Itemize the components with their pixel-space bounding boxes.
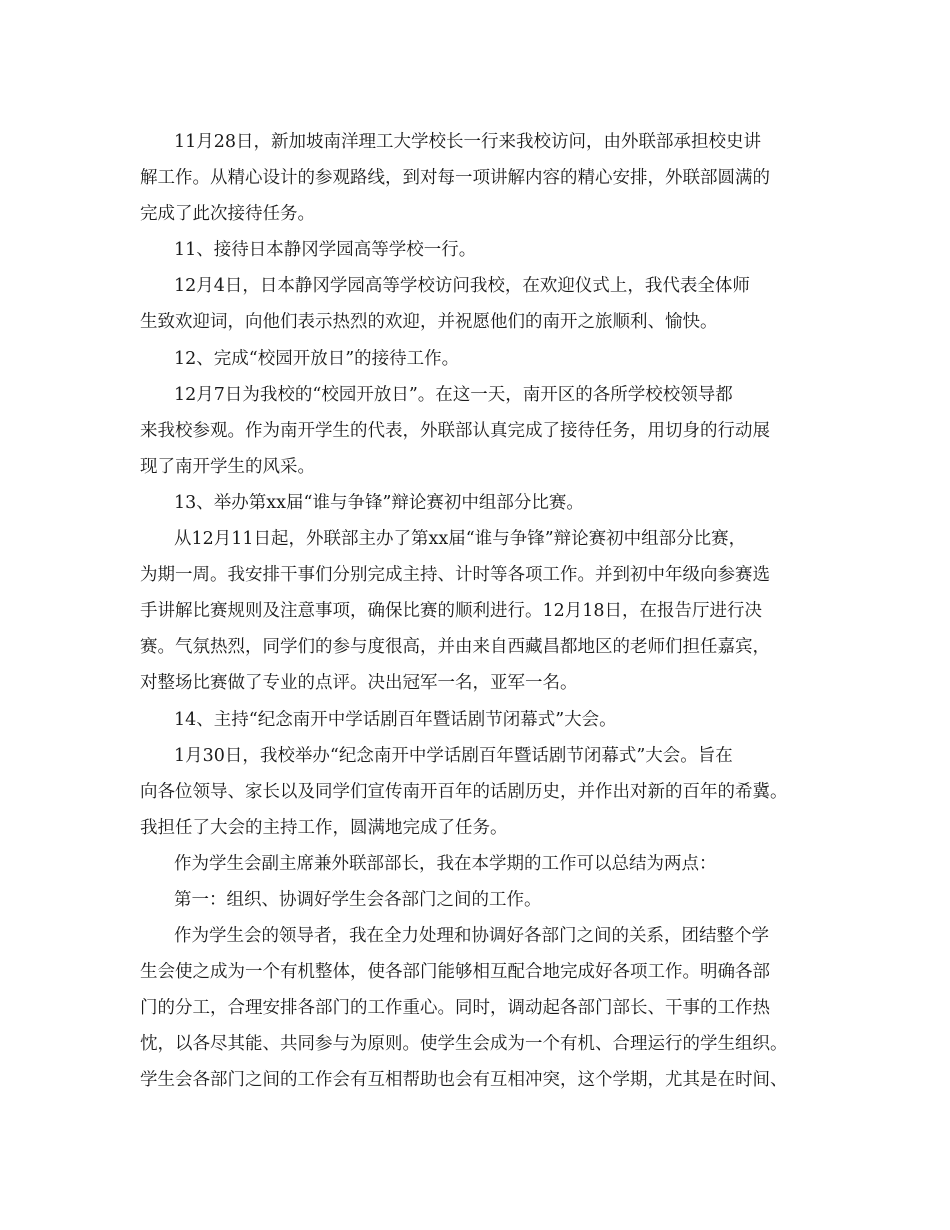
text-line: 12月7日为我校的“校园开放日”。在这一天，南开区的各所学校校领导都 [174,384,733,405]
text-line: 我担任了大会的主持工作，圆满地完成了任务。 [140,817,508,838]
text-line: 解工作。从精心设计的参观路线，到对每一项讲解内容的精心安排，外联部圆满的 [140,168,770,189]
text-line: 门的分工，合理安排各部门的工作重心。同时，调动起各部门部长、干事的工作热 [140,998,770,1019]
section-heading: 第一：组织、协调好学生会各部门之间的工作。 [174,889,542,910]
text-line: 向各位领导、家长以及同学们宣传南开百年的话剧历史，并作出对新的百年的希冀。 [140,781,788,802]
text-line: 来我校参观。作为南开学生的代表，外联部认真完成了接待任务，用切身的行动展 [140,420,770,441]
text-line: 1月30日，我校举办“纪念南开中学话剧百年暨话剧节闭幕式”大会。旨在 [174,745,733,766]
text-line: 作为学生会副主席兼外联部部长，我在本学期的工作可以总结为两点： [174,853,717,874]
text-line: 完成了此次接待任务。 [140,204,315,225]
text-line: 生会使之成为一个有机整体，使各部门能够相互配合地完成好各项工作。明确各部 [140,962,770,983]
text-line: 生致欢迎词，向他们表示热烈的欢迎，并祝愿他们的南开之旅顺利、愉快。 [140,312,718,333]
text-line: 11月28日，新加坡南洋理工大学校长一行来我校访问，由外联部承担校史讲 [174,132,762,152]
section-heading: 12、完成“校园开放日”的接待工作。 [174,348,460,369]
section-heading: 11、接待日本静冈学园高等学校一行。 [174,240,477,261]
text-line: 对整场比赛做了专业的点评。决出冠军一名，亚军一名。 [140,673,578,694]
text-line: 手讲解比赛规则及注意事项，确保比赛的顺利进行。12月18日，在报告厅进行决 [140,601,763,622]
document-body [140,124,828,1099]
text-line: 从12月11日起，外联部主办了第xx届“谁与争锋”辩论赛初中组部分比赛， [174,529,747,550]
section-heading: 13、举办第xx届“谁与争锋”辩论赛初中组部分比赛。 [174,492,584,513]
text-line: 为期一周。我安排干事们分别完成主持、计时等各项工作。并到初中年级向参赛选 [140,565,770,586]
text-line: 赛。气氛热烈，同学们的参与度很高，并由来自西藏昌都地区的老师们担任嘉宾， [140,637,770,658]
text-line: 忱，以各尽其能、共同参与为原则。使学生会成为一个有机、合理运行的学生组织。 [140,1034,788,1055]
text-line: 学生会各部门之间的工作会有互相帮助也会有互相冲突，这个学期，尤其是在时间、 [140,1070,788,1091]
text-line: 作为学生会的领导者，我在全力处理和协调好各部门之间的关系，团结整个学 [174,926,769,947]
section-heading: 14、主持“纪念南开中学话剧百年暨话剧节闭幕式”大会。 [174,709,617,730]
text-line: 12月4日，日本静冈学园高等学校访问我校，在欢迎仪式上，我代表全体师 [174,276,750,297]
text-line: 现了南开学生的风采。 [140,456,315,477]
